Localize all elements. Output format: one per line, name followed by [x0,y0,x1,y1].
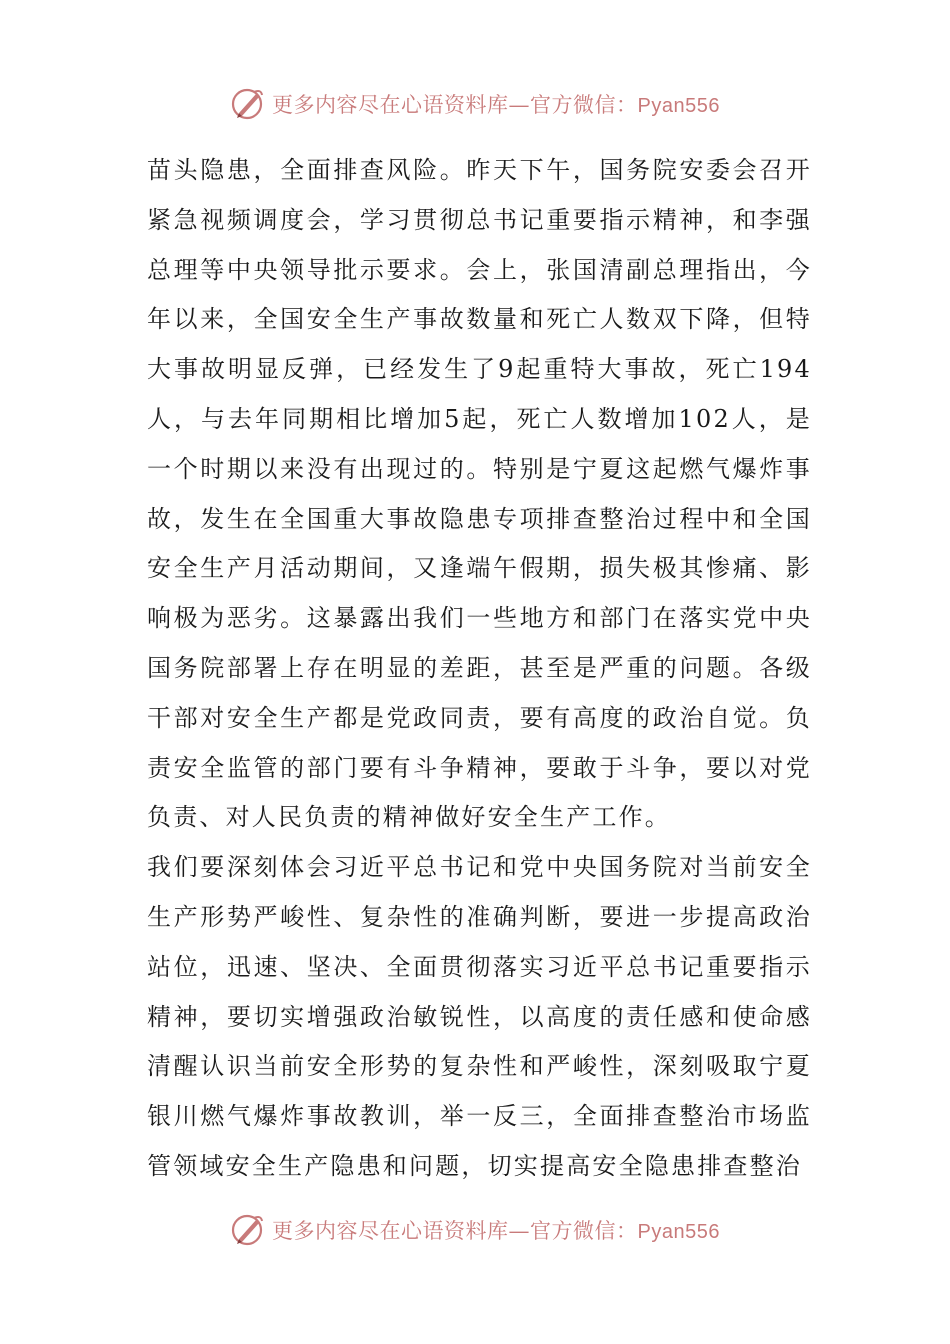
pen-logo-icon [230,86,266,122]
footer-banner [0,1210,950,1250]
wechat-id: Pyan556 [637,95,720,117]
document-body [147,146,812,1192]
banner-text: 更多内容尽在心语资料库—官方微信：Pyan556 [272,1219,720,1243]
header-banner [0,84,950,124]
body-paragraph: 苗头隐患，全面排查风险。昨天下午，国务院安委会召开紧急视频调度会，学习贯彻总书记重要指示精神，和李强总理等中央领导批示要求。会上，张国清副总理指出，今年以来，全国安全生产事故数量和死亡人数双下降，但特大事故明显反弹，已经发生了9起重特大事故，死亡194人，与去年同期相比增加5起，死亡人数增加102人，是一个时期以来没有出现过的。特别是宁夏这起燃气爆炸事故，发生在全国重大事故隐患专项排查整治过程中和全国安全生产月活动期间，又逢端午假期，损失极其惨痛、影响极为恶劣。这暴露出我们一些地方和部门在落实党中央国务院部署上存在明显的差距，甚至是严重的问题。各级干部对安全生产都是党政同责，要有高度的政治自觉。负责安全监管的部门要有斗争精神，要敢于斗争，要以对党负责、对人民负责的精神做好安全生产工作。 [147,156,812,832]
wechat-id: Pyan556 [637,1221,720,1243]
pen-logo-icon [230,1212,266,1248]
banner-text: 更多内容尽在心语资料库—官方微信：Pyan556 [272,93,720,117]
body-paragraph: 我们要深刻体会习近平总书记和党中央国务院对当前安全生产形势严峻性、复杂性的准确判断，要进一步提高政治站位，迅速、坚决、全面贯彻落实习近平总书记重要指示精神，要切实增强政治敏锐性，以高度的责任感和使命感清醒认识当前安全形势的复杂性和严峻性，深刻吸取宁夏银川燃气爆炸事故教训，举一反三，全面排查整治市场监管领域安全生产隐患和问题，切实提高安全隐患排查整治 [147,853,812,1180]
